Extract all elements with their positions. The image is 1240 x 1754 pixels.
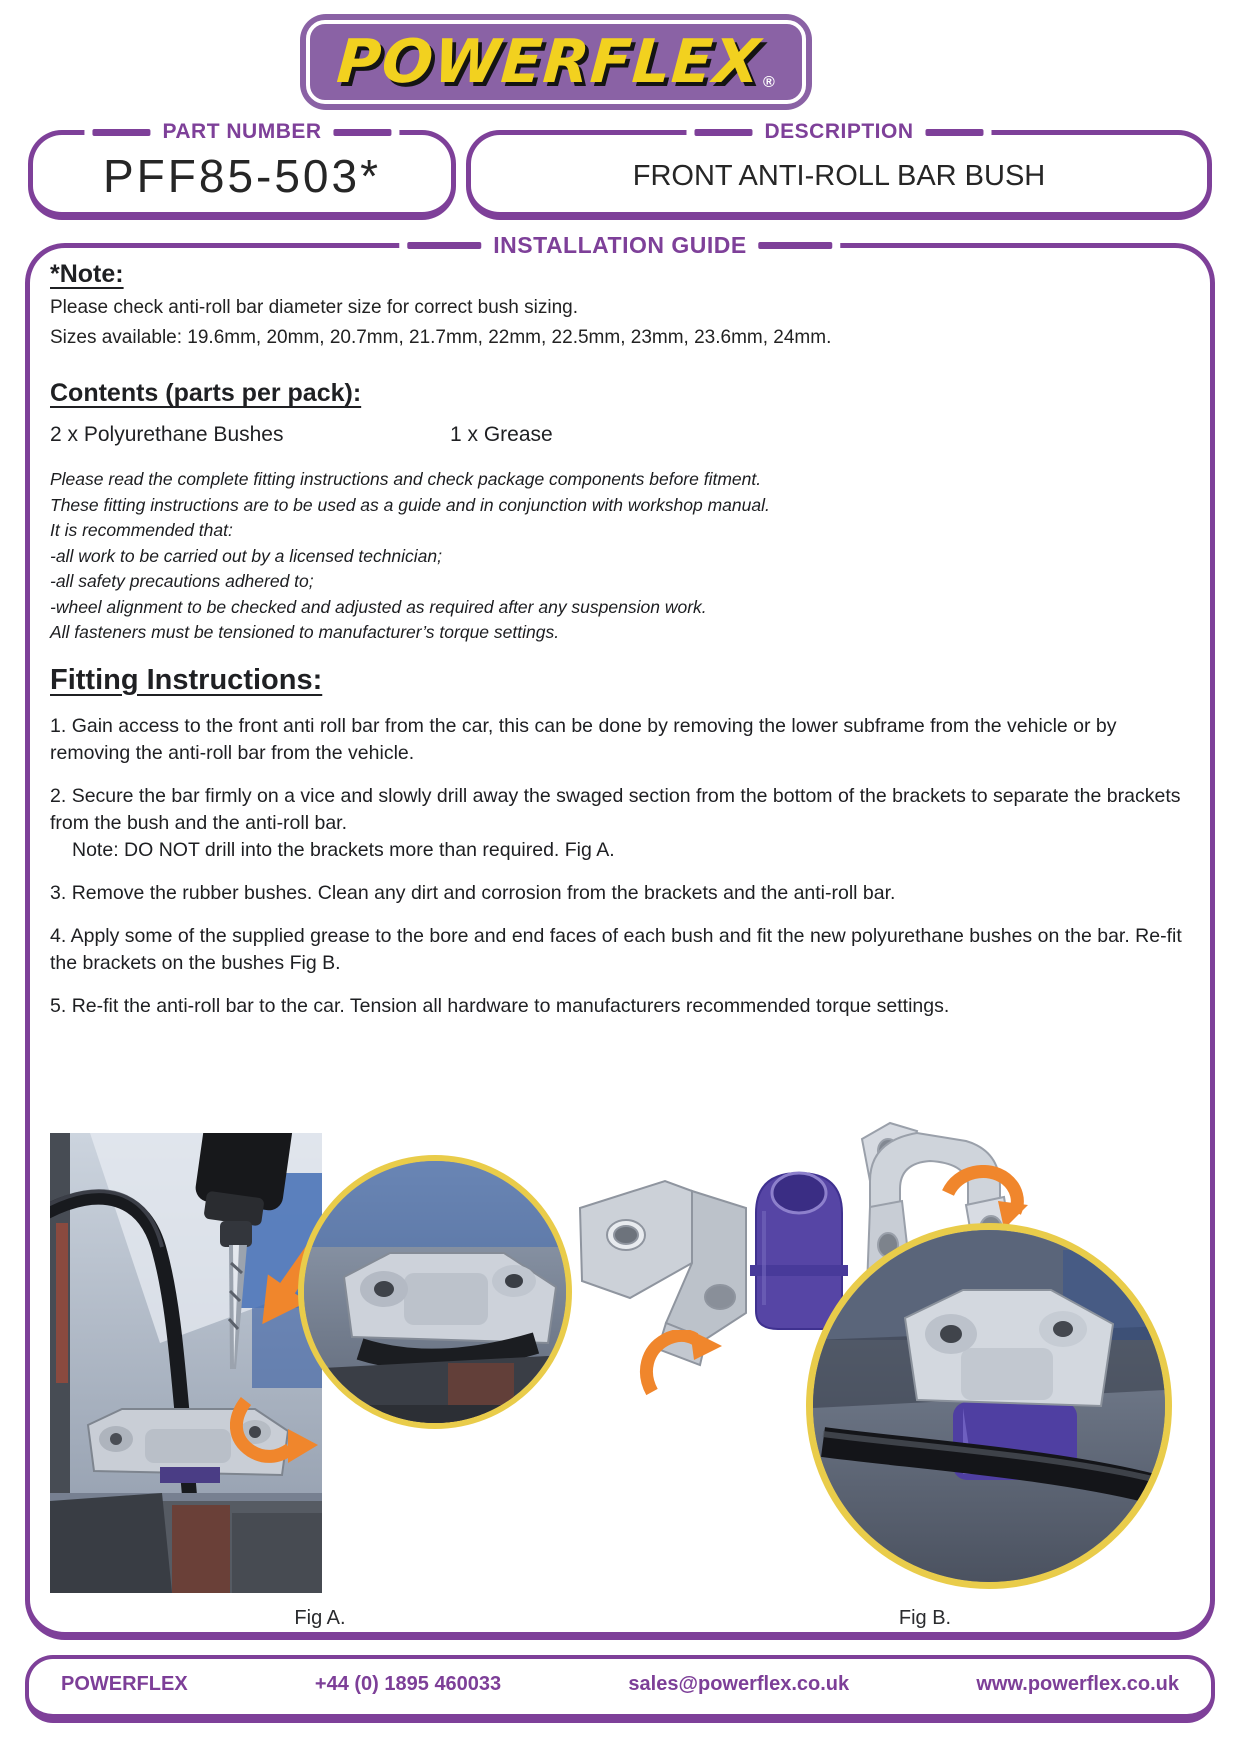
orange-curved-arrow-icon — [230, 1395, 320, 1465]
fitting-step-4 — [50, 923, 1190, 977]
footer-phone: +44 (0) 1895 460033 — [314, 1673, 502, 1695]
disclaimer-line: -all work to be carried out by a licensed technician; — [50, 545, 443, 566]
fig-a-closeup-illustration — [304, 1161, 566, 1423]
step-number: 1. — [50, 714, 67, 737]
fitting-step-3 — [50, 880, 1190, 907]
part-number-box — [28, 120, 456, 220]
fig-b-closeup-circle — [806, 1223, 1172, 1589]
part-number-label: PART NUMBER — [84, 118, 399, 146]
disclaimer-line: -wheel alignment to be checked and adjusted as required after any suspension work. — [50, 596, 707, 617]
fig-b-closeup-illustration — [813, 1230, 1165, 1582]
step-text: Apply some of the supplied grease to the bore and end faces of each bush and fit the new polyurethane bushes on the bar. Re-fit the brackets on the bushes Fig B. — [50, 924, 1182, 974]
disclaimer-line: These fitting instructions are to be used as a guide and in conjunction with workshop manual. — [50, 494, 770, 515]
registered-trademark-icon: ® — [763, 74, 775, 91]
step-text: Re-fit the anti-roll bar to the car. Tension all hardware to manufacturers recommended torque settings. — [71, 994, 950, 1017]
note-line: Please check anti-roll bar diameter size for correct bush sizing. — [50, 297, 579, 318]
fig-b-caption: Fig B. — [898, 1607, 952, 1629]
contents-item-grease: 1 x Grease — [450, 423, 553, 446]
disclaimer-line: -all safety precautions adhered to; — [50, 571, 314, 591]
description-box — [466, 120, 1212, 220]
footer-email: sales@powerflex.co.uk — [628, 1673, 850, 1695]
orange-curved-arrow-icon — [638, 1330, 728, 1400]
fig-a-caption: Fig A. — [294, 1607, 346, 1629]
contents-row — [50, 423, 1190, 447]
disclaimer-line: All fasteners must be tensioned to manufacturer’s torque settings. — [50, 622, 560, 642]
step-number: 4. — [50, 924, 67, 947]
contents-heading: Contents (parts per pack): — [50, 379, 362, 407]
description-value: FRONT ANTI-ROLL BAR BUSH — [632, 160, 1046, 192]
footer-brand: POWERFLEX — [61, 1673, 188, 1695]
footer-contact-bar — [25, 1655, 1215, 1723]
step-number: 2. — [50, 784, 67, 807]
fitting-step-5 — [50, 993, 1190, 1020]
disclaimer-block — [50, 467, 1190, 646]
figures-area — [50, 1095, 1200, 1660]
step-text: Gain access to the front anti roll bar from the car, this can be done by removing the lower subframe from the vehicle or by removing the anti-roll bar from the vehicle. — [50, 714, 1117, 764]
step-2-note: Note: DO NOT drill into the brackets more than required. Fig A. — [72, 838, 615, 861]
step-text: Remove the rubber bushes. Clean any dirt and corrosion from the brackets and the anti-roll bar. — [71, 881, 896, 904]
powerflex-logo — [300, 14, 812, 110]
step-number: 3. — [50, 881, 67, 904]
fitting-step-2 — [50, 783, 1190, 864]
disclaimer-line: It is recommended that: — [50, 520, 233, 540]
fitting-instructions-heading: Fitting Instructions: — [50, 663, 323, 696]
sizes-available-line: Sizes available: 19.6mm, 20mm, 20.7mm, 21.7mm, 22mm, 22.5mm, 23mm, 23.6mm, 24mm. — [50, 327, 832, 348]
step-text: Secure the bar firmly on a vice and slowly drill away the swaged section from the bottom of the brackets to separate the brackets from the bush and the anti-roll bar. — [50, 784, 1181, 834]
footer-website: www.powerflex.co.uk — [976, 1673, 1179, 1695]
powerflex-logo-text: POWERFLEX — [334, 27, 764, 97]
fig-a-closeup-circle — [298, 1155, 572, 1429]
disclaimer-line: Please read the complete fitting instructions and check package components before fitment. — [50, 469, 762, 489]
part-number-value: PFF85-503* — [102, 150, 381, 202]
installation-guide-box — [25, 232, 1215, 1640]
contents-item-bushes: 2 x Polyurethane Bushes — [50, 423, 284, 446]
step-number: 5. — [50, 994, 67, 1017]
fitting-step-1 — [50, 713, 1190, 767]
installation-guide-title: INSTALLATION GUIDE — [399, 231, 840, 259]
description-label: DESCRIPTION — [686, 118, 991, 146]
note-heading: *Note: — [50, 260, 124, 288]
